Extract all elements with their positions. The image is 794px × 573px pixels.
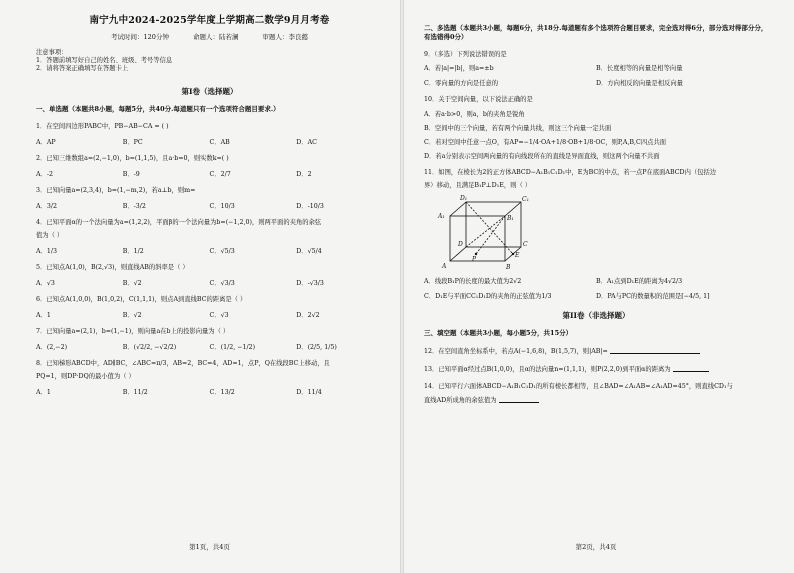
option-c: C．10/3 [209,203,235,210]
option-c: C．D₁E与平面CC₁D₁D的夹角的正弦值为1/3 [424,293,552,300]
option-grid [424,63,768,87]
question-7 [36,327,383,351]
option-a: A．√3 [36,280,55,287]
option-b: B．长度相等的向量是相等向量 [596,65,683,72]
option-c: C．13/2 [209,389,235,396]
note-item: 2．请将答案正确填写在答题卡上 [36,65,129,72]
option-c: C．零向量的方向是任意的 [424,80,499,87]
label-c1: C₁ [522,196,529,203]
page-footer: 第1页，共4页 [189,543,230,551]
label-b: B [506,264,511,271]
question-3 [36,186,383,210]
option-a: A．(2,−2) [36,344,68,351]
option-row [36,310,383,319]
label-d: D [458,241,463,248]
option-d: D．√5/4 [296,248,322,255]
answer-blank [673,364,709,372]
question-stem: 4．已知平面α的一个法向量为a=(1,2,2)，平面β的一个法向量为b=(−1,2,0)，则两平面的夹角的余弦 [36,219,322,226]
option-c: C．2/7 [209,171,231,178]
question-stem-cont: 值为（ ） [36,232,64,239]
question-stem: 6．已知点A(1,0,0)，B(1,0,2)，C(1,1,1)，则点A到直线BC的距离是（ ） [36,296,247,303]
question-stem: 13．已知平面α经过点B(1,0,0)，且α的法向量n=(1,1,1)，则P(2,2,0)到平面α的距离为 [424,366,671,373]
option-d: D．若a分别表示空间两向量的有向线段所在的直线是异面直线，则这两个向量不共面 [424,153,660,160]
question-14 [424,382,768,405]
page-footer: 第2页，共4页 [575,543,617,551]
option-b: B．A₁点到D₁E的距离为4√2/3 [596,278,683,285]
question-stem: 7．已知向量a=(2,1)，b=(1,−1)，则向量a在b上的投影向量为（ ） [36,328,230,335]
note-item: 1．答题前填写好自己的姓名、班级、考号等信息 [36,57,173,64]
notes [36,49,383,73]
option-a: A．若|a|=|b|，则a=±b [424,65,494,72]
question-2 [36,154,383,178]
label-e: E [515,252,520,259]
option-b: B．PC [122,139,143,146]
option-row [36,387,383,396]
page-2 [410,0,782,573]
option-row [36,201,383,210]
option-row [36,169,383,178]
option-d: D．2 [296,171,312,178]
exam-title: 南宁九中2024-2025学年度上学期高二数学9月月考卷 [89,15,330,26]
option-d: D．11/4 [296,389,322,396]
option-a: A．-2 [36,171,53,178]
question-11 [424,168,768,300]
question-6 [36,295,383,319]
label-d1: D₁ [460,195,468,202]
exam-reviewer: 审题人：李良懿 [262,33,308,41]
exam-time: 考试时间：120分钟 [111,33,169,41]
question-stem: 10．关于空间向量，以下说法正确的是 [424,96,533,103]
option-c: C．√3/3 [209,280,235,287]
question-5 [36,263,383,287]
option-c: C．(1/2, −1/2) [209,344,256,351]
option-d: D．-10/3 [296,203,324,210]
label-b1: B₁ [507,215,514,222]
option-grid [424,276,768,300]
option-a: A．线段B₁P的长度的最大值为2√2 [424,278,522,285]
option-b: B．(√2/2, −√2/2) [122,344,177,351]
page-fold [400,0,404,573]
exam-info [36,32,383,41]
label-a: A [442,263,447,270]
exam-author: 命题人：陆若澜 [192,33,239,41]
option-row [36,246,383,255]
option-b: B．11/2 [122,389,148,396]
option-row [36,342,383,351]
option-d: D．(2/5, 1/5) [296,344,337,351]
option-d: D．PA与PC的数量积的范围是[−4/5, 1] [596,293,710,300]
question-stem: 8．已知梯形ABCD中，AD∥BC，∠ABC=π/3，AB=2，BC=4，AD=1，点P，Q在线段BC上移动，且 [36,360,330,367]
option-d: D．AC [296,139,317,146]
question-9 [424,50,768,87]
option-c: C．√5/3 [209,248,235,255]
cube-figure [424,194,768,272]
section-heading: 二、多选题（本题共3小题，每题6分，共18分.每道题有多个选项符合题目要求，完全选对得6分，部分选对得部分分，有选错得0分） [424,24,768,41]
option-a: A．1 [36,389,51,396]
answer-blank [499,395,539,403]
option-b: B．-9 [122,171,140,178]
question-13 [424,364,768,374]
question-stem-cont: 界）移动，且满足B₁P⊥D₁E，则（ ） [424,182,532,189]
page-1 [22,0,397,573]
label-c: C [523,241,528,248]
question-stem-text: 直线AD所成角的余弦值为 [424,397,497,404]
option-row [36,137,383,146]
option-c: C．AB [209,139,230,146]
option-b: B．√2 [122,312,142,319]
answer-blank [610,346,700,354]
question-stem: 3．已知向量a=(2,3,4)，b=(1,−m,2)，若a⊥b，则m= [36,187,196,194]
option-a: A．若a·b>0，则a，b的夹角是锐角 [424,111,525,118]
question-stem: 5．已知点A(1,0)，B(2,√3)，则直线AB的斜率是（ ） [36,264,189,271]
question-8 [36,359,383,396]
option-b: B．√2 [122,280,142,287]
option-b: B．1/2 [122,248,144,255]
option-b: B．-3/2 [122,203,146,210]
notes-heading: 注意事项： [36,49,68,56]
option-a: A．AP [36,139,56,146]
option-c: C．若对空间中任意一点O，有AP=−1/4·OA+1/8·OB+1/8·OC，则P,A,B,C四点共面 [424,139,667,146]
section-heading: 三、填空题（本题共3小题，每小题5分，共15分） [424,329,573,337]
label-p: P [472,256,477,263]
question-stem: 14．已知平行六面体ABCD−A₁B₁C₁D₁的所有棱长都相等，且∠BAD=∠A₁AB=∠A₁AD=45°，则直线CD₁与 [424,383,733,390]
question-stem: 2．已知三维数组a=(2,−1,0)，b=(1,1,5)，且a·b=0，则实数k=( ) [36,155,229,162]
question-stem-cont: PQ=1，则DP·DQ的最小值为（ ） [36,373,135,380]
cube-diagram [436,194,546,272]
option-a: A．1/3 [36,248,57,255]
volume-title: 第II卷（非选择题） [562,311,630,320]
question-1 [36,122,383,146]
option-a: A．3/2 [36,203,57,210]
option-row [36,278,383,287]
question-stem-cont [424,395,768,405]
option-a: A．1 [36,312,51,319]
volume-title: 第I卷（选择题） [181,87,238,96]
question-stem: 12．在空间直角坐标系中，若点A(−1,6,8)，B(1,5,7)，则|AB|= [424,348,608,355]
question-stem: 1．在空间四边形PABC中，PB−AB−CA = ( ) [36,123,169,130]
option-c: C．√3 [209,312,229,319]
question-stem: 11．如图，在棱长为2的正方体ABCD−A₁B₁C₁D₁中，E为BC的中点，若一点P在底面ABCD内（包括边 [424,169,717,176]
label-a1: A₁ [438,213,445,220]
question-10 [424,95,768,160]
option-d: D．方向相反的向量是相反向量 [596,80,683,87]
question-12 [424,346,768,356]
question-4 [36,218,383,255]
option-d: D．-√3/3 [296,280,324,287]
option-b: B．空间中的三个向量，若有两个向量共线，则这三个向量一定共面 [424,125,612,132]
question-stem: 9．（多选）下列说法错误的是 [424,51,507,58]
section-heading: 一、单选题（本题共8小题，每题5分，共40分.每道题只有一个选项符合题目要求.） [36,105,280,113]
option-d: D．2√2 [296,312,320,319]
